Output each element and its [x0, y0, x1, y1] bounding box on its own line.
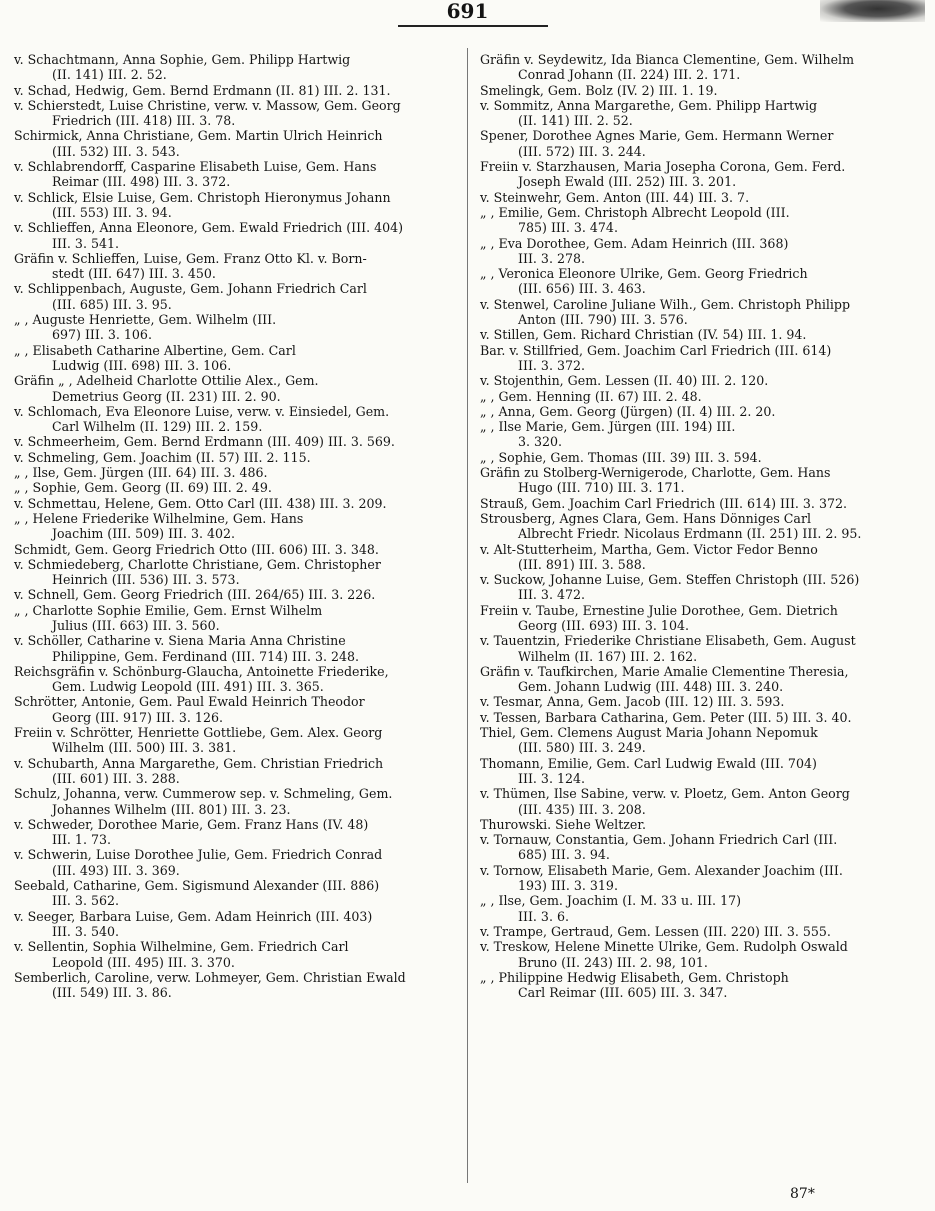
index-entry — [14, 725, 462, 756]
entry-main-line: v. Stillen, Gem. Richard Christian (IV. 54) III. 1. 94. — [480, 327, 807, 343]
index-entry — [14, 664, 462, 695]
index-entry — [480, 159, 926, 190]
index-entry — [14, 970, 462, 1001]
index-entry — [480, 496, 926, 511]
entry-main-line: v. Schnell, Gem. Georg Friedrich (III. 264/65) III. 3. 226. — [14, 587, 376, 603]
entry-main-line: Schulz, Johanna, verw. Cummerow sep. v. Schmeling, Gem. — [14, 786, 393, 802]
entry-main-line: v. Schlabrendorff, Casparine Elisabeth Luise, Gem. Hans — [14, 159, 377, 175]
entry-main-line: Strauß, Gem. Joachim Carl Friedrich (III. 614) III. 3. 372. — [480, 495, 847, 511]
entry-continuation-line: Gem. Johann Ludwig (III. 448) III. 3. 240. — [518, 679, 784, 695]
entry-continuation-line: Julius (III. 663) III. 3. 560. — [52, 617, 220, 633]
index-entry — [480, 52, 926, 83]
entry-main-line: „ , Charlotte Sophie Emilie, Gem. Ernst Wilhelm — [14, 602, 323, 618]
entry-main-line: v. Schmiedeberg, Charlotte Christiane, Gem. Christopher — [14, 556, 381, 572]
index-entry — [480, 572, 926, 603]
index-entry — [14, 404, 462, 435]
entry-main-line: „ , Elisabeth Catharine Albertine, Gem. Carl — [14, 342, 296, 358]
index-entry — [480, 343, 926, 374]
entry-continuation-line: Gem. Ludwig Leopold (III. 491) III. 3. 365. — [52, 679, 324, 695]
entry-main-line: v. Schlieffen, Anna Eleonore, Gem. Ewald Friedrich (III. 404) — [14, 220, 404, 236]
index-entry — [480, 924, 926, 939]
index-entry — [14, 343, 462, 374]
index-entry — [14, 694, 462, 725]
entry-main-line: Thurowski. Siehe Weltzer. — [480, 816, 646, 832]
entry-continuation-line: stedt (III. 647) III. 3. 450. — [52, 266, 216, 282]
entry-continuation-line: III. 3. 278. — [518, 250, 585, 266]
entry-main-line: Spener, Dorothee Agnes Marie, Gem. Hermann Werner — [480, 128, 834, 144]
entry-continuation-line: Hugo (III. 710) III. 3. 171. — [518, 480, 685, 496]
entry-main-line: v. Schöller, Catharine v. Siena Maria Anna Christine — [14, 633, 346, 649]
entry-main-line: Freiin v. Taube, Ernestine Julie Dorothee, Gem. Dietrich — [480, 602, 838, 618]
entry-main-line: Thiel, Gem. Clemens August Maria Johann Nepomuk — [480, 725, 818, 741]
index-entry — [14, 496, 462, 511]
index-entry — [14, 847, 462, 878]
index-entry — [480, 603, 926, 634]
entry-main-line: „ , Gem. Henning (II. 67) III. 2. 48. — [480, 388, 702, 404]
entry-main-line: v. Sellentin, Sophia Wilhelmine, Gem. Friedrich Carl — [14, 939, 349, 955]
entry-main-line: Gräfin v. Taufkirchen, Marie Amalie Clementine Theresia, — [480, 663, 849, 679]
entry-main-line: v. Thümen, Ilse Sabine, verw. v. Ploetz, Gem. Anton Georg — [480, 786, 850, 802]
index-entry — [480, 205, 926, 236]
index-entry — [14, 450, 462, 465]
entry-main-line: v. Schlick, Elsie Luise, Gem. Christoph Hieronymus Johann — [14, 189, 391, 205]
entry-main-line: v. Schachtmann, Anna Sophie, Gem. Philipp Hartwig — [14, 52, 351, 67]
index-entry — [14, 480, 462, 495]
index-entry — [480, 404, 926, 419]
index-entry — [480, 83, 926, 98]
entry-main-line: v. Suckow, Johanne Luise, Gem. Steffen Christoph (III. 526) — [480, 572, 860, 588]
index-entry — [14, 786, 462, 817]
index-entry — [14, 542, 462, 557]
footer-mark: 87* — [790, 1186, 815, 1202]
entry-main-line: v. Schlippenbach, Auguste, Gem. Johann Friedrich Carl — [14, 281, 367, 297]
index-entry — [14, 128, 462, 159]
entry-main-line: „ , Veronica Eleonore Ulrike, Gem. Georg Friedrich — [480, 266, 808, 282]
entry-continuation-line: Wilhelm (III. 500) III. 3. 381. — [52, 740, 237, 756]
entry-continuation-line: 685) III. 3. 94. — [518, 847, 610, 863]
index-entry — [480, 465, 926, 496]
entry-continuation-line: Joseph Ewald (III. 252) III. 3. 201. — [518, 174, 737, 190]
index-entry — [14, 603, 462, 634]
entry-continuation-line: III. 3. 372. — [518, 357, 585, 373]
entry-main-line: v. Schmettau, Helene, Gem. Otto Carl (III. 438) III. 3. 209. — [14, 495, 387, 511]
entry-main-line: Gräfin v. Schlieffen, Luise, Gem. Franz Otto Kl. v. Born- — [14, 250, 367, 266]
entry-continuation-line: Anton (III. 790) III. 3. 576. — [518, 312, 688, 328]
entry-main-line: v. Tesmar, Anna, Gem. Jacob (III. 12) III. 3. 593. — [480, 694, 785, 710]
entry-main-line: v. Schmeling, Gem. Joachim (II. 57) III. 2. 115. — [14, 449, 311, 465]
entry-main-line: v. Treskow, Helene Minette Ulrike, Gem. Rudolph Oswald — [480, 939, 848, 955]
entry-continuation-line: (II. 141) III. 2. 52. — [518, 113, 633, 129]
entry-main-line: Thomann, Emilie, Gem. Carl Ludwig Ewald (III. 704) — [480, 755, 817, 771]
entry-main-line: Schrötter, Antonie, Gem. Paul Ewald Heinrich Theodor — [14, 694, 365, 710]
entry-main-line: v. Tauentzin, Friederike Christiane Elisabeth, Gem. August — [480, 633, 856, 649]
entry-continuation-line: III. 3. 562. — [52, 893, 119, 909]
entry-main-line: v. Schweder, Dorothee Marie, Gem. Franz Hans (IV. 48) — [14, 816, 369, 832]
entry-continuation-line: (III. 601) III. 3. 288. — [52, 770, 180, 786]
index-entry — [14, 83, 462, 98]
entry-continuation-line: (III. 891) III. 3. 588. — [518, 556, 646, 572]
index-entry — [14, 159, 462, 190]
entry-continuation-line: Joachim (III. 509) III. 3. 402. — [52, 526, 236, 542]
entry-main-line: „ , Helene Friederike Wilhelmine, Gem. Hans — [14, 510, 304, 526]
column-divider — [467, 48, 468, 1183]
entry-continuation-line: (II. 141) III. 2. 52. — [52, 67, 167, 83]
entry-continuation-line: (III. 656) III. 3. 463. — [518, 281, 646, 297]
entry-main-line: v. Stenwel, Caroline Juliane Wilh., Gem. Christoph Philipp — [480, 296, 851, 312]
entry-continuation-line: III. 3. 6. — [518, 908, 569, 924]
index-entry — [14, 312, 462, 343]
index-entry — [480, 710, 926, 725]
entry-continuation-line: Georg (III. 693) III. 3. 104. — [518, 617, 689, 633]
index-entry — [14, 633, 462, 664]
index-entry — [480, 327, 926, 342]
index-entry — [14, 281, 462, 312]
index-entry — [480, 542, 926, 573]
entry-continuation-line: III. 3. 472. — [518, 587, 585, 603]
index-entry — [480, 832, 926, 863]
entry-main-line: Gräfin „ , Adelheid Charlotte Ottilie Alex., Gem. — [14, 373, 319, 389]
entry-main-line: Bar. v. Stillfried, Gem. Joachim Carl Friedrich (III. 614) — [480, 342, 832, 358]
entry-main-line: v. Schubarth, Anna Margarethe, Gem. Christian Friedrich — [14, 755, 384, 771]
index-entry — [14, 251, 462, 282]
entry-continuation-line: Albrecht Friedr. Nicolaus Erdmann (II. 251) III. 2. 95. — [518, 526, 862, 542]
index-entry — [14, 756, 462, 787]
entry-continuation-line: 697) III. 3. 106. — [52, 327, 152, 343]
index-entry — [480, 817, 926, 832]
entry-main-line: „ , Sophie, Gem. Thomas (III. 39) III. 3. 594. — [480, 449, 762, 465]
entry-main-line: Reichsgräfin v. Schönburg-Glaucha, Antoinette Friederike, — [14, 663, 389, 679]
entry-continuation-line: III. 3. 124. — [518, 770, 585, 786]
index-entry — [14, 373, 462, 404]
entry-continuation-line: Bruno (II. 243) III. 2. 98, 101. — [518, 954, 708, 970]
entry-main-line: v. Trampe, Gertraud, Gem. Lessen (III. 220) III. 3. 555. — [480, 923, 831, 939]
entry-main-line: v. Tessen, Barbara Catharina, Gem. Peter (III. 5) III. 3. 40. — [480, 709, 852, 725]
entry-continuation-line: Philippine, Gem. Ferdinand (III. 714) III. 3. 248. — [52, 648, 360, 664]
entry-main-line: Gräfin zu Stolberg-Wernigerode, Charlotte, Gem. Hans — [480, 465, 831, 481]
entry-main-line: v. Seeger, Barbara Luise, Gem. Adam Heinrich (III. 403) — [14, 908, 373, 924]
entry-main-line: Freiin v. Starzhausen, Maria Josepha Corona, Gem. Ferd. — [480, 159, 846, 175]
index-entry — [480, 939, 926, 970]
entry-continuation-line: III. 3. 540. — [52, 923, 119, 939]
entry-main-line: v. Schmeerheim, Gem. Bernd Erdmann (III. 409) III. 3. 569. — [14, 434, 395, 450]
entry-continuation-line: Friedrich (III. 418) III. 3. 78. — [52, 113, 236, 129]
entry-continuation-line: (III. 435) III. 3. 208. — [518, 801, 646, 817]
index-entry — [480, 236, 926, 267]
entry-main-line: „ , Anna, Gem. Georg (Jürgen) (II. 4) III. 2. 20. — [480, 403, 776, 419]
entry-main-line: Schmidt, Gem. Georg Friedrich Otto (III. 606) III. 3. 348. — [14, 541, 379, 557]
index-entry — [480, 389, 926, 404]
entry-main-line: v. Steinwehr, Gem. Anton (III. 44) III. 3. 7. — [480, 189, 750, 205]
index-entry — [480, 511, 926, 542]
entry-main-line: „ , Eva Dorothee, Gem. Adam Heinrich (III. 368) — [480, 235, 789, 251]
index-entry — [14, 52, 462, 83]
entry-continuation-line: (III. 553) III. 3. 94. — [52, 204, 172, 220]
index-entry — [480, 128, 926, 159]
entry-continuation-line: III. 1. 73. — [52, 832, 111, 848]
header-rule — [398, 25, 548, 27]
index-entry — [14, 190, 462, 221]
entry-continuation-line: Conrad Johann (II. 224) III. 2. 171. — [518, 67, 741, 83]
entry-main-line: Freiin v. Schrötter, Henriette Gottliebe, Gem. Alex. Georg — [14, 725, 383, 741]
index-entry — [14, 817, 462, 848]
index-entry — [480, 633, 926, 664]
entry-main-line: Smelingk, Gem. Bolz (IV. 2) III. 1. 19. — [480, 82, 718, 98]
index-entry — [480, 893, 926, 924]
entry-continuation-line: (III. 572) III. 3. 244. — [518, 143, 646, 159]
entry-main-line: v. Tornow, Elisabeth Marie, Gem. Alexander Joachim (III. — [480, 862, 843, 878]
index-entry — [480, 297, 926, 328]
entry-continuation-line: (III. 532) III. 3. 543. — [52, 143, 180, 159]
entry-continuation-line: Heinrich (III. 536) III. 3. 573. — [52, 572, 240, 588]
index-entry — [14, 878, 462, 909]
entry-main-line: „ , Philippine Hedwig Elisabeth, Gem. Christoph — [480, 969, 789, 985]
page-number: 691 — [446, 0, 489, 23]
entry-continuation-line: Demetrius Georg (II. 231) III. 2. 90. — [52, 388, 281, 404]
entry-continuation-line: Leopold (III. 495) III. 3. 370. — [52, 954, 235, 970]
index-entry — [480, 756, 926, 787]
entry-main-line: Gräfin v. Seydewitz, Ida Bianca Clementine, Gem. Wilhelm — [480, 52, 855, 67]
entry-continuation-line: (III. 493) III. 3. 369. — [52, 862, 180, 878]
entry-continuation-line: 3. 320. — [518, 434, 563, 450]
entry-continuation-line: (III. 580) III. 3. 249. — [518, 740, 646, 756]
index-entry — [480, 450, 926, 465]
index-entry — [14, 587, 462, 602]
right-column — [480, 52, 926, 1000]
index-entry — [14, 220, 462, 251]
entry-main-line: v. Schad, Hedwig, Gem. Bernd Erdmann (II. 81) III. 2. 131. — [14, 82, 391, 98]
entry-continuation-line: Reimar (III. 498) III. 3. 372. — [52, 174, 231, 190]
entry-main-line: v. Schlomach, Eva Eleonore Luise, verw. v. Einsiedel, Gem. — [14, 403, 390, 419]
entry-main-line: Schirmick, Anna Christiane, Gem. Martin Ulrich Heinrich — [14, 128, 383, 144]
entry-main-line: „ , Ilse Marie, Gem. Jürgen (III. 194) III. — [480, 419, 736, 435]
entry-main-line: v. Tornauw, Constantia, Gem. Johann Friedrich Carl (III. — [480, 832, 838, 848]
index-entry — [14, 511, 462, 542]
index-entry — [14, 98, 462, 129]
index-entry — [480, 863, 926, 894]
index-entry — [480, 373, 926, 388]
index-entry — [14, 465, 462, 480]
entry-continuation-line: Carl Wilhelm (II. 129) III. 2. 159. — [52, 419, 263, 435]
index-entry — [14, 939, 462, 970]
entry-main-line: Seebald, Catharine, Gem. Sigismund Alexander (III. 886) — [14, 878, 380, 894]
entry-main-line: „ , Sophie, Gem. Georg (II. 69) III. 2. 49. — [14, 480, 272, 496]
entry-main-line: „ , Ilse, Gem. Jürgen (III. 64) III. 3. 486. — [14, 465, 268, 481]
entry-continuation-line: (III. 549) III. 3. 86. — [52, 985, 172, 1001]
entry-continuation-line: Johannes Wilhelm (III. 801) III. 3. 23. — [52, 801, 291, 817]
entry-main-line: v. Schierstedt, Luise Christine, verw. v. Massow, Gem. Georg — [14, 97, 401, 113]
entry-main-line: v. Schwerin, Luise Dorothee Julie, Gem. Friedrich Conrad — [14, 847, 383, 863]
index-entry — [480, 725, 926, 756]
entry-main-line: „ , Auguste Henriette, Gem. Wilhelm (III. — [14, 312, 277, 328]
index-entry — [480, 786, 926, 817]
entry-main-line: v. Alt-Stutterheim, Martha, Gem. Victor Fedor Benno — [480, 541, 818, 557]
index-entry — [480, 98, 926, 129]
entry-continuation-line: Georg (III. 917) III. 3. 126. — [52, 709, 223, 725]
left-column — [14, 52, 462, 1000]
index-entry — [480, 970, 926, 1001]
index-entry — [480, 694, 926, 709]
entry-continuation-line: 785) III. 3. 474. — [518, 220, 618, 236]
index-entry — [480, 664, 926, 695]
index-entry — [480, 419, 926, 450]
index-entry — [14, 434, 462, 449]
entry-continuation-line: (III. 685) III. 3. 95. — [52, 296, 172, 312]
entry-continuation-line: III. 3. 541. — [52, 235, 119, 251]
entry-main-line: v. Sommitz, Anna Margarethe, Gem. Philipp Hartwig — [480, 97, 818, 113]
entry-continuation-line: 193) III. 3. 319. — [518, 878, 618, 894]
ink-blot — [820, 0, 925, 22]
entry-main-line: „ , Emilie, Gem. Christoph Albrecht Leopold (III. — [480, 204, 790, 220]
index-entry — [480, 190, 926, 205]
entry-continuation-line: Ludwig (III. 698) III. 3. 106. — [52, 357, 232, 373]
entry-main-line: Semberlich, Caroline, verw. Lohmeyer, Gem. Christian Ewald — [14, 969, 406, 985]
index-entry — [14, 909, 462, 940]
entry-main-line: Strousberg, Agnes Clara, Gem. Hans Dönniges Carl — [480, 510, 811, 526]
entry-main-line: „ , Ilse, Gem. Joachim (I. M. 33 u. III. 17) — [480, 893, 742, 909]
entry-continuation-line: Wilhelm (II. 167) III. 2. 162. — [518, 648, 698, 664]
entry-continuation-line: Carl Reimar (III. 605) III. 3. 347. — [518, 985, 728, 1001]
index-entry — [14, 557, 462, 588]
index-entry — [480, 266, 926, 297]
entry-main-line: v. Stojenthin, Gem. Lessen (II. 40) III. 2. 120. — [480, 373, 769, 389]
